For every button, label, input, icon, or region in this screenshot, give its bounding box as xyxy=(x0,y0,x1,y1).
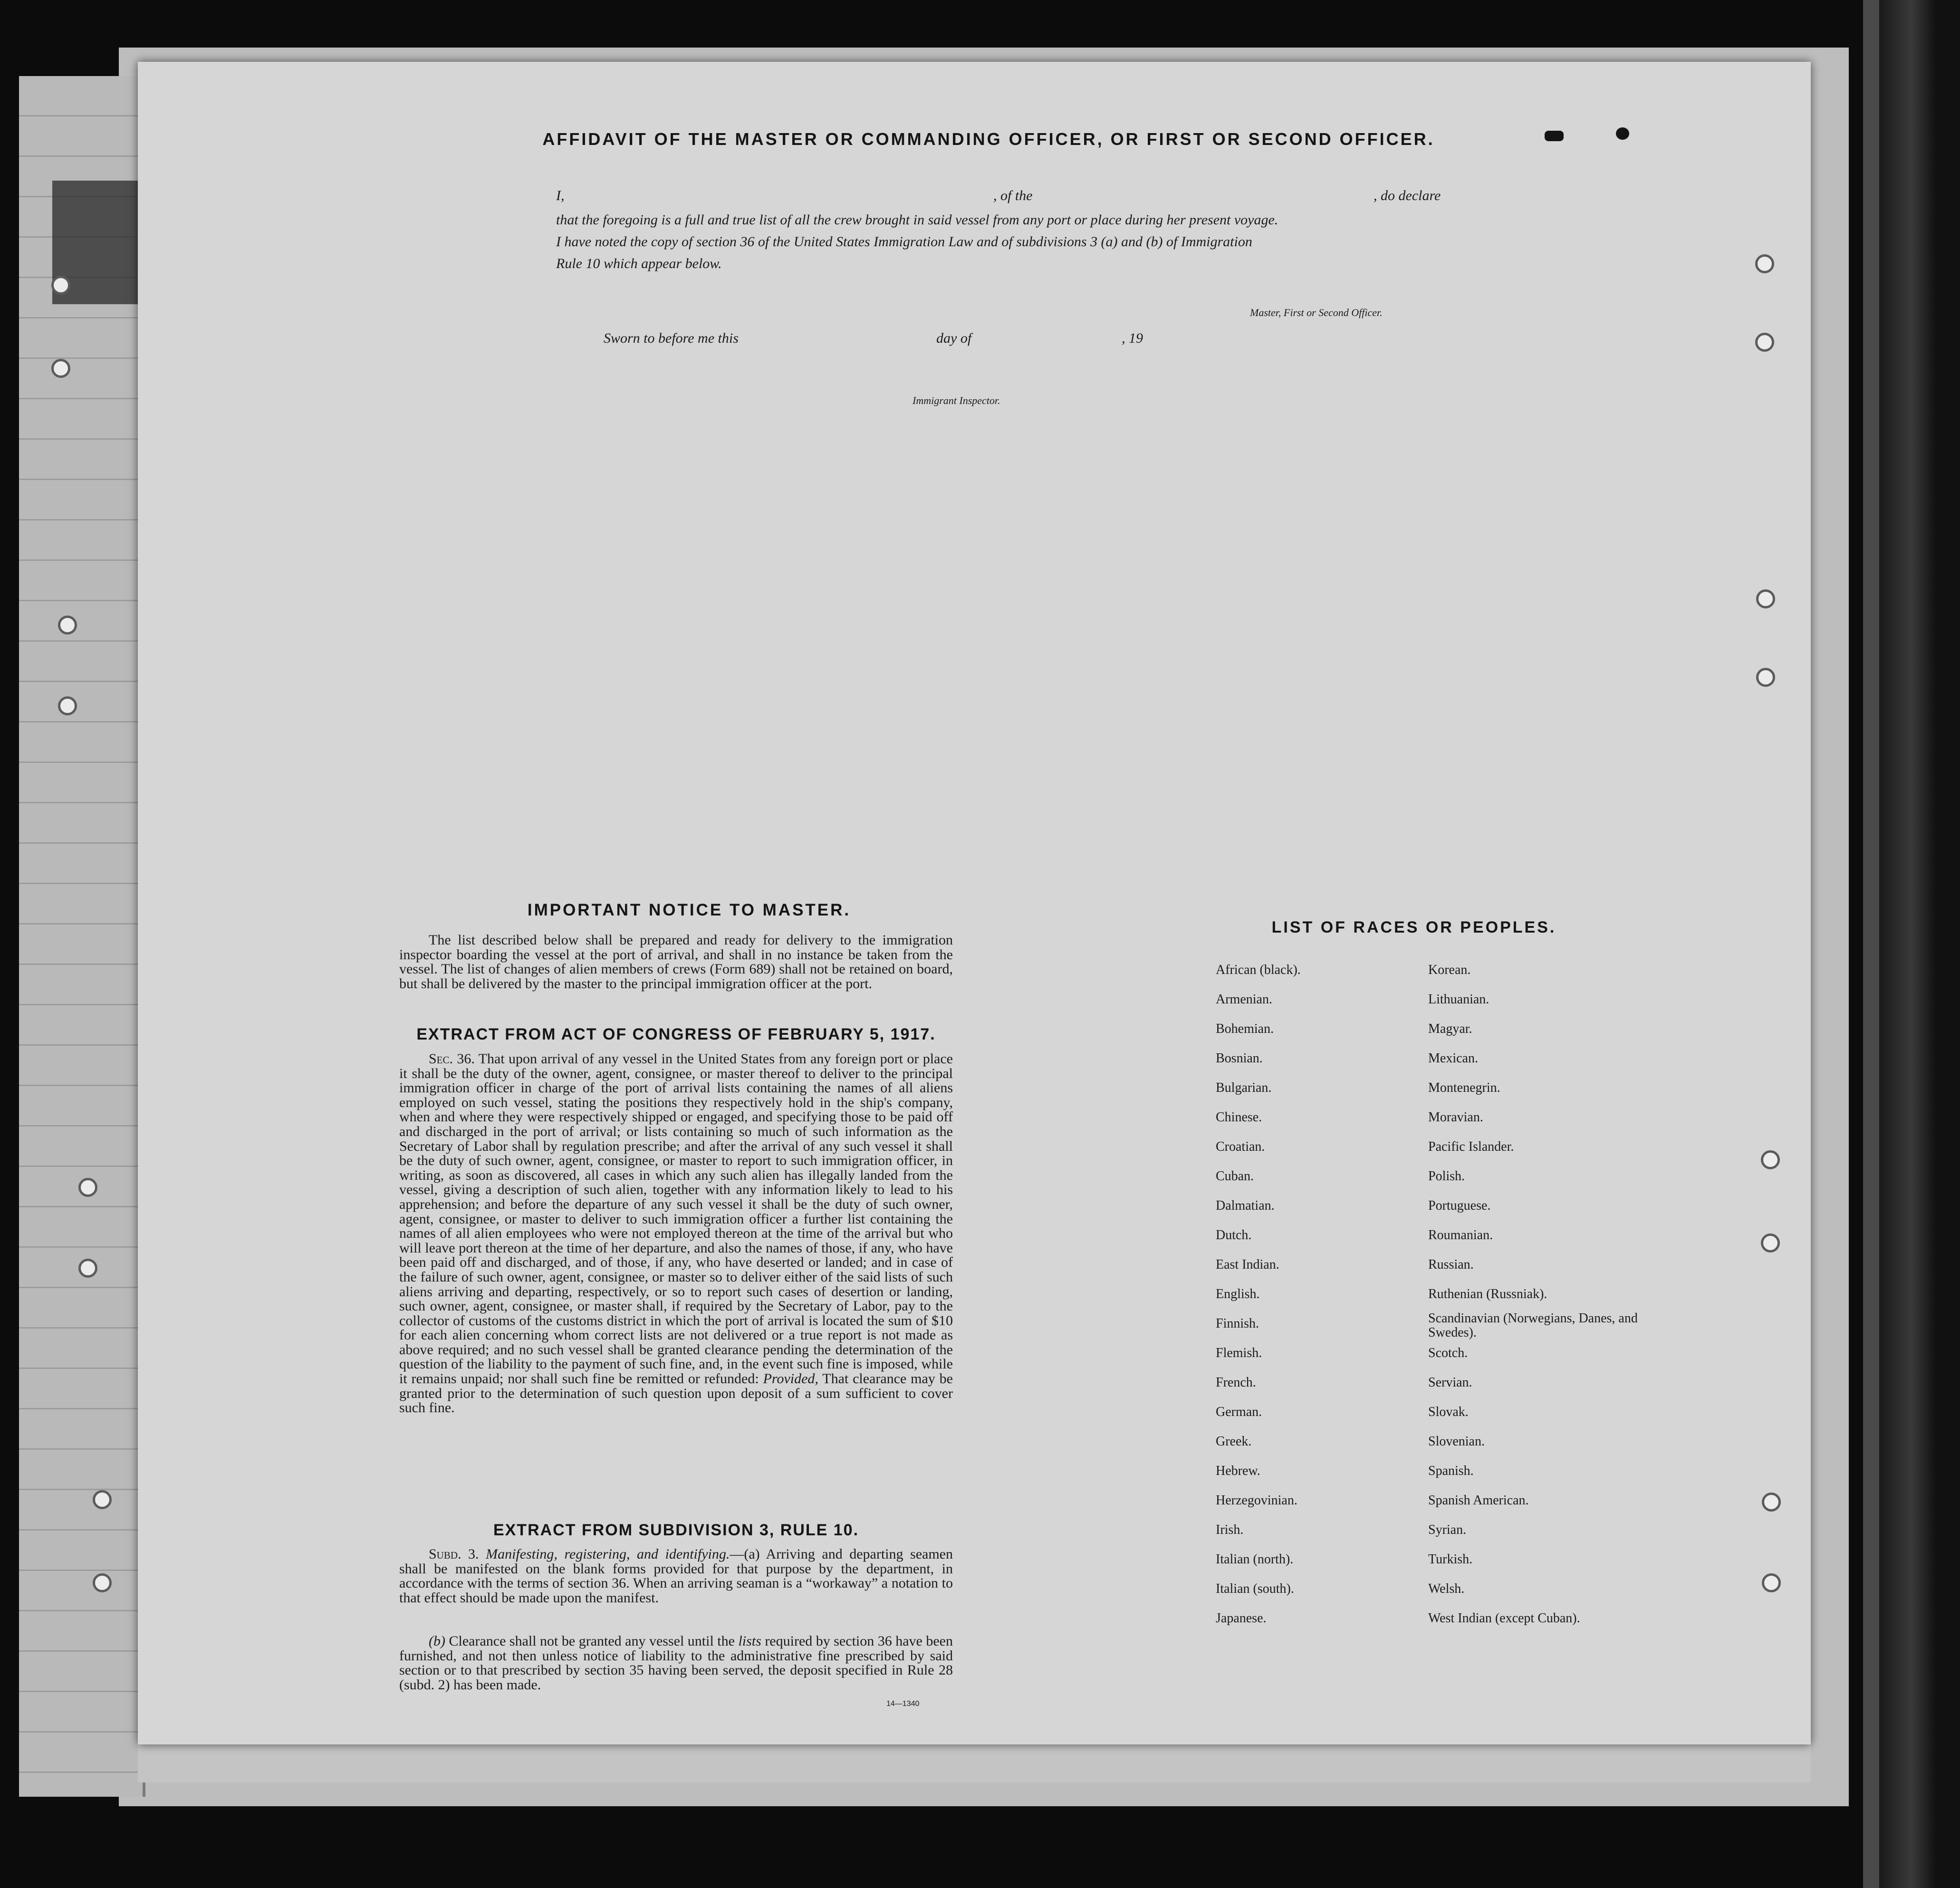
binder-hole xyxy=(78,1178,97,1197)
notice-title: IMPORTANT NOTICE TO MASTER. xyxy=(527,901,851,919)
subdivision-heading: Manifesting, registering, and identifying. xyxy=(486,1546,730,1562)
race-item: Hebrew. xyxy=(1216,1464,1260,1478)
form-number: 14—1340 xyxy=(886,1700,920,1708)
subdivision-b-body-2: required by section 36 have been furnished, and not then unless notice of liability to the administrative fine prescribed by said section or to that prescribed by section 35 having been served, the deposit specified in Rule 28 (subd. 2) has been made. xyxy=(399,1633,953,1693)
officer-signature-label: Master, First or Second Officer. xyxy=(1250,307,1383,318)
race-item: Portuguese. xyxy=(1428,1198,1491,1213)
race-item: Dutch. xyxy=(1216,1228,1252,1243)
race-item: Montenegrin. xyxy=(1428,1080,1500,1095)
race-item: Pacific Islander. xyxy=(1428,1139,1514,1154)
binder-hole xyxy=(1756,589,1775,608)
race-item: Turkish. xyxy=(1428,1552,1473,1567)
section-36-text xyxy=(399,1052,953,1416)
section-provided: Provided, xyxy=(763,1371,818,1387)
subdivision-b-mark: (b) xyxy=(429,1633,445,1649)
race-item: Lithuanian. xyxy=(1428,992,1489,1007)
races-list-title: LIST OF RACES OR PEOPLES. xyxy=(1271,918,1556,936)
race-item: Roumanian. xyxy=(1428,1228,1493,1243)
race-item: Magyar. xyxy=(1428,1021,1472,1036)
race-item: Servian. xyxy=(1428,1375,1472,1390)
binder-hole xyxy=(1761,1150,1780,1169)
strip-ruled-lines xyxy=(19,76,143,1797)
binder-hole xyxy=(51,359,70,378)
race-item: Irish. xyxy=(1216,1522,1244,1537)
race-item: Bulgarian. xyxy=(1216,1080,1272,1095)
race-item: Croatian. xyxy=(1216,1139,1265,1154)
left-binding-strip xyxy=(19,76,145,1797)
race-item: African (black). xyxy=(1216,963,1301,977)
subdivision-a-text xyxy=(399,1547,953,1605)
sworn-line xyxy=(604,330,1174,349)
race-item: Cuban. xyxy=(1216,1169,1254,1184)
binder-hole xyxy=(58,616,77,635)
race-item: Syrian. xyxy=(1428,1522,1467,1537)
race-item: English. xyxy=(1216,1287,1260,1301)
race-item: Polish. xyxy=(1428,1169,1465,1184)
affidavit-page xyxy=(138,62,1811,1744)
declaration-text xyxy=(556,209,1459,275)
binder-hole xyxy=(1762,1493,1781,1512)
race-item: Spanish American. xyxy=(1428,1493,1529,1508)
declaration-line-4: Rule 10 which appear below. xyxy=(556,256,722,271)
subdivision-b-lists: lists xyxy=(738,1633,761,1649)
race-item: Scotch. xyxy=(1428,1346,1468,1360)
race-item: Moravian. xyxy=(1428,1110,1483,1125)
section-body: That upon arrival of any vessel in the United States from any foreign port or place it shall be the duty of the owner, agent, consignee, or master thereof to deliver to the principal immigration officer in charge of the port of arrival lists containing the names of all aliens employed on such vessel, stating the positions they respectively hold in the ship's company, when and where they were respectively shipped or engaged, and specifying those to be paid off and discharged in the port of arrival; or lists containing so much of such information as the Secretary of Labor shall by regulation prescribe; and after the arrival of any such vessel it shall be the duty of such owner, agent, consignee, or master to report to such immigration officer, in writing, as soon as discovered, all cases in which any such alien has illegally landed from the vessel, giving a description of such alien, together with any information likely to lead to his apprehension; and before the departure of any such vessel it shall be the duty of such owner, agent, consignee, or master to deliver to such immigration officer a further list containing the names of all alien employees who were not employed thereon at the time of the arrival but who will leave port thereon at the time of her departure, and also the names of those, if any, who have been paid off and discharged, and of those, if any, who have deserted or landed; and in case of the failure of such owner, agent, consignee, or master so to deliver either of the said lists of such aliens arriving and departing, respectively, or so to report such cases of desertion or landing, such owner, agent, consignee, or master shall, if required by the Secretary of Labor, pay to the collector of customs of the customs district in which the port of arrival is located the sum of $10 for each alien concerning whom correct lists are not delivered or a true report is not made as above required; and no such vessel shall be granted clearance pending the determination of the question of the liability to the payment of such fine, and, in the event such fine is imposed, while it remains unpaid; nor shall such fine be remitted or refunded: xyxy=(399,1051,953,1387)
subdivision-b-text xyxy=(399,1634,953,1692)
race-item: Finnish. xyxy=(1216,1316,1259,1331)
binder-hole xyxy=(51,276,70,295)
race-item: Spanish. xyxy=(1428,1464,1474,1478)
race-item: Herzegovinian. xyxy=(1216,1493,1297,1508)
race-item: Japanese. xyxy=(1216,1611,1267,1626)
race-item: Korean. xyxy=(1428,963,1471,977)
binder-hole xyxy=(1755,333,1774,352)
binder-hole xyxy=(93,1490,112,1509)
binder-hole xyxy=(1761,1233,1780,1252)
race-item: Armenian. xyxy=(1216,992,1272,1007)
declaration-line-3: I have noted the copy of section 36 of the United States Immigration Law and of subdivisions 3 (a) and (b) of Immigration xyxy=(556,234,1252,250)
race-item: Bosnian. xyxy=(1216,1051,1263,1066)
binder-hole xyxy=(78,1259,97,1278)
race-item: Flemish. xyxy=(1216,1346,1262,1360)
binder-hole xyxy=(93,1573,112,1592)
race-item: Ruthenian (Russniak). xyxy=(1428,1287,1547,1301)
section-label: Sec. 36. xyxy=(429,1051,475,1067)
race-item: Welsh. xyxy=(1428,1581,1465,1596)
binder-hole xyxy=(58,696,77,715)
subdivision-a-mark: —(a) xyxy=(730,1546,760,1562)
binder-hole xyxy=(1755,254,1774,273)
binder-hole xyxy=(1756,668,1775,687)
notice-body: The list described below shall be prepared and ready for delivery to the immigration inspector boarding the vessel at the port of arrival, and shall in no instance be taken from the vessel. The list of changes of alien members of crews (Form 689) shall not be retained on board, but shall be delivered by the master to the principal immigration officer at the port. xyxy=(399,932,953,992)
declaration-do-declare: , do declare xyxy=(1374,188,1441,203)
inspector-signature-label: Immigrant Inspector. xyxy=(913,395,1000,406)
act-extract-title: EXTRACT FROM ACT OF CONGRESS OF FEBRUARY 5, 1917. xyxy=(416,1025,936,1043)
subdivision-b-body-1: Clearance shall not be granted any vessel until the xyxy=(449,1633,735,1649)
race-item: Italian (north). xyxy=(1216,1552,1294,1567)
race-item: Italian (south). xyxy=(1216,1581,1294,1596)
ink-smudge xyxy=(1545,131,1564,141)
section-tail: That clearance may be granted prior to the determination of such question upon deposit of a sum sufficient to cover such fine. xyxy=(399,1371,953,1416)
race-item: West Indian (except Cuban). xyxy=(1428,1611,1580,1626)
page-bottom-edge xyxy=(138,1744,1811,1782)
race-item: Scandinavian (Norwegians, Danes, and Swedes). xyxy=(1428,1311,1638,1340)
subdivision-label: Subd. 3. xyxy=(429,1546,479,1562)
race-item: Russian. xyxy=(1428,1257,1474,1272)
subdivision-a-body: Arriving and departing seamen shall be manifested on the blank forms provided for that purpose by the department, in accordance with the terms of section 36. When an arriving seaman is a “workaway” a notation to that effect should be made upon the manifest. xyxy=(399,1546,953,1606)
declaration-of-the: , of the xyxy=(993,188,1033,203)
race-item: Chinese. xyxy=(1216,1110,1262,1125)
race-item: Greek. xyxy=(1216,1434,1252,1449)
rule-extract-title: EXTRACT FROM SUBDIVISION 3, RULE 10. xyxy=(493,1521,859,1539)
sworn-label: Sworn to before me this xyxy=(604,330,739,346)
sworn-day-of: day of xyxy=(936,330,972,346)
race-item: French. xyxy=(1216,1375,1256,1390)
race-item: East Indian. xyxy=(1216,1257,1279,1272)
declaration-i: I, xyxy=(556,188,565,203)
declaration-line xyxy=(556,188,1459,207)
race-item: Slovak. xyxy=(1428,1405,1469,1419)
race-item: Dalmatian. xyxy=(1216,1198,1275,1213)
ink-smudge xyxy=(1616,127,1629,140)
affidavit-title: AFFIDAVIT OF THE MASTER OR COMMANDING OFFICER, OR FIRST OR SECOND OFFICER. xyxy=(542,129,1435,149)
sworn-year: , 19 xyxy=(1122,330,1143,346)
race-item: Bohemian. xyxy=(1216,1021,1274,1036)
declaration-line-2: that the foregoing is a full and true list of all the crew brought in said vessel from any port or place during her present voyage. xyxy=(556,212,1278,228)
right-scan-edge xyxy=(1879,0,1960,1888)
race-item: Mexican. xyxy=(1428,1051,1478,1066)
race-item: Slovenian. xyxy=(1428,1434,1485,1449)
binder-hole xyxy=(1762,1573,1781,1592)
race-item: German. xyxy=(1216,1405,1262,1419)
